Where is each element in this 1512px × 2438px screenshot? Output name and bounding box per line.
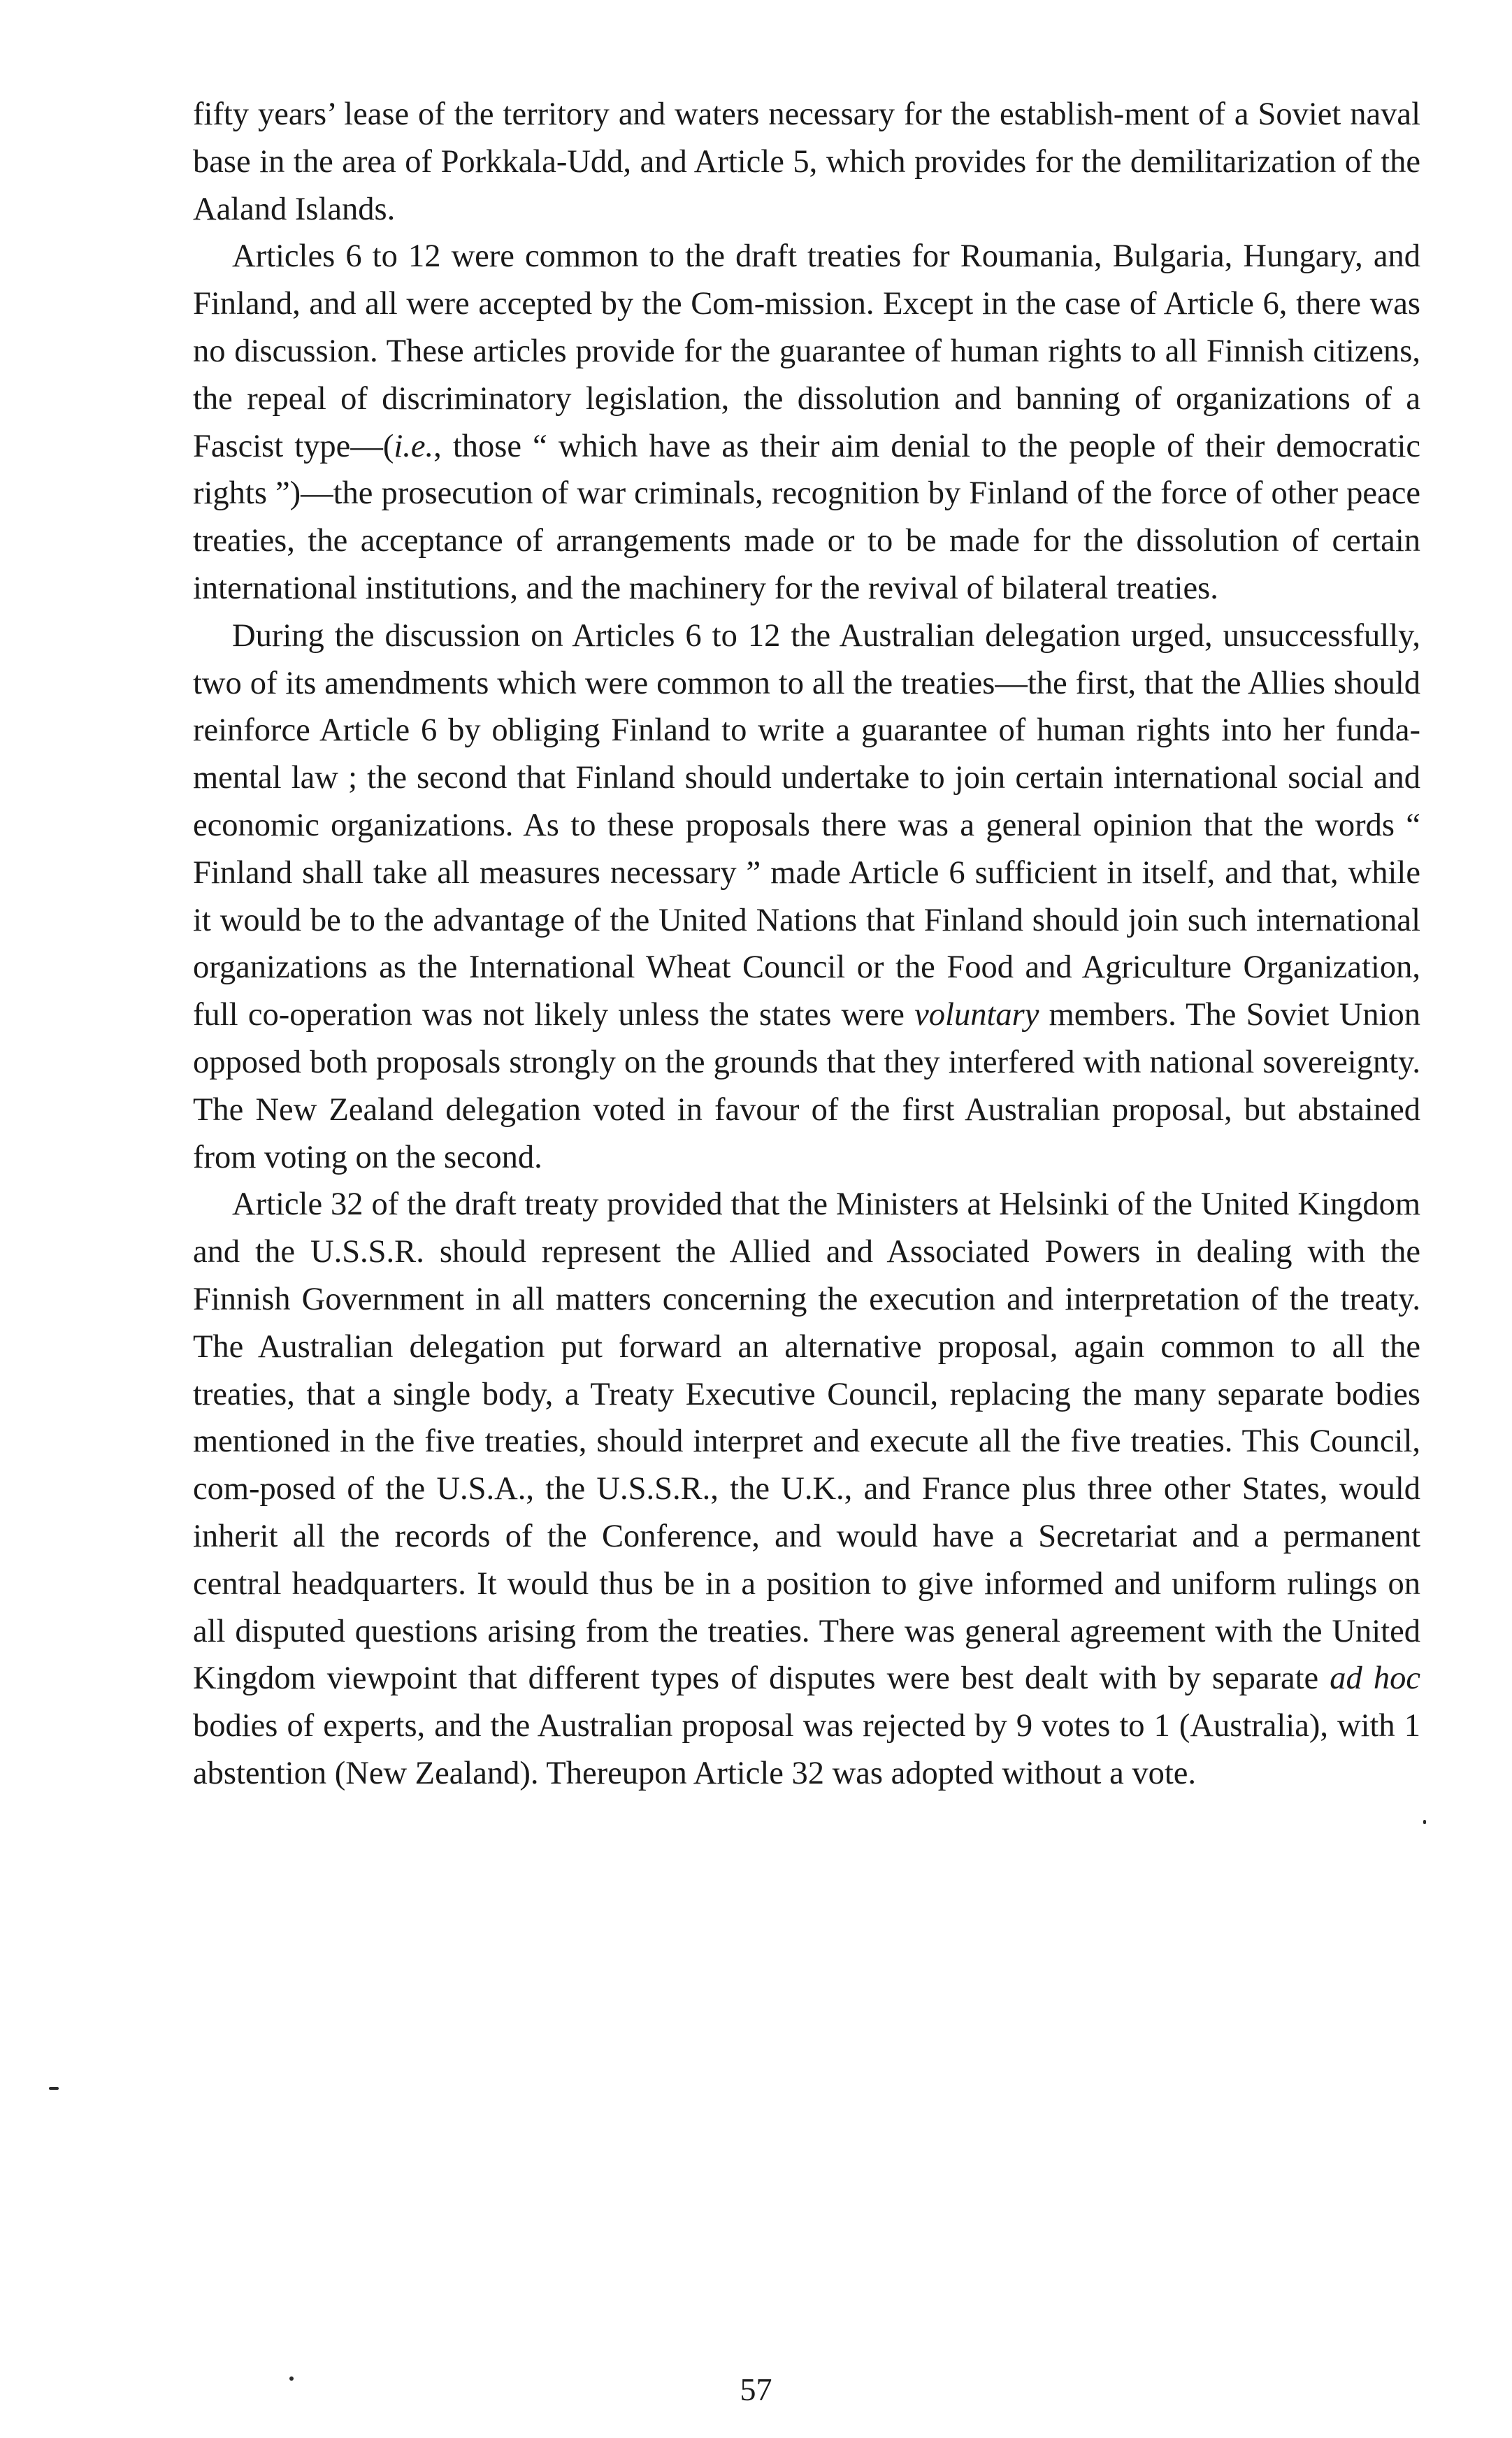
scan-mark-left [49, 2087, 59, 2090]
paragraph-2-run-3: , those “ which have as their aim denial to the people of their democratic rights ”)—the prosecution of war criminals, recognition by Finland of the force of other peace treaties, the acceptance of arrangements made or to be made for the dissolution of certain international institutions, and the machinery for the revival of bilateral treaties. [193, 428, 1420, 606]
page-number: 57 [740, 2372, 772, 2407]
paragraph-4-run-1: Article 32 of the draft treaty provided that the Ministers at Helsinki of the United Kingdom and the U.S.S.R. should represent the Allied and Associated Powers in dealing with the Finnish Government in all matters concerning the execution and interpretation of the treaty. The Australian delegation put forward an alternative proposal, again common to all the treaties, that a single body, a Treaty Executive Council, replacing the many separate bodies mentioned in the five treaties, should interpret and execute all the five treaties. This Council, com-posed of the U.S.A., the U.S.S.R., the U.K., and France plus three other States, would inherit all the records of the Conference, and would have a Secretariat and a permanent central headquarters. It would thus be in a position to give informed and uniform rulings on all disputed questions arising from the treaties. There was general agreement with the United Kingdom viewpoint that different types of disputes were best dealt with by separate [193, 1186, 1420, 1697]
paragraph-3 [193, 612, 1420, 1182]
paragraph-2 [193, 233, 1420, 612]
paragraph-2-italic-ie: i.e. [394, 428, 434, 464]
scan-mark-right [1423, 1820, 1426, 1824]
paragraph-1-run-1: fifty years’ lease of the territory and waters necessary for the establish-ment of a Soviet naval base in the area of Porkkala-Udd, and Article 5, which provides for the demilitarization of the Aaland Islands. [193, 96, 1420, 227]
paragraph-2-run-1: Articles 6 to 12 were common to the draft treaties for Roumania, Bulgaria, Hungary, and Finland, and all were accepted by the Com-mission. Except in the case of Article 6, there was no discussion. These articles provide for the guarantee of human rights to all Finnish citizens, the repeal of discriminatory legislation, the dissolution and banning of organizations of a Fascist type—( [193, 238, 1420, 464]
paragraph-4-italic-ad-hoc: ad hoc [1330, 1661, 1420, 1697]
paragraph-4-run-3: bodies of experts, and the Australian proposal was rejected by 9 votes to 1 (Australia), with 1 abstention (New Zealand). Thereupon Article 32 was adopted without a vote. [193, 1708, 1420, 1791]
page-body [193, 91, 1420, 1798]
paragraph-1 [193, 91, 1420, 233]
scan-mark-bottom [289, 2376, 294, 2381]
paragraph-3-run-1: During the discussion on Articles 6 to 12 the Australian delegation urged, unsuccessfully, two of its amendments which were common to all the treaties—the first, that the Allies should reinforce Article 6 by obliging Finland to write a guarantee of human rights into her funda-mental law ; the second that Finland should undertake to join certain international social and economic organizations. As to these proposals there was a general opinion that the words “ Finland shall take all measures necessary ” made Article 6 sufficient in itself, and that, while it would be to the advantage of the United Nations that Finland should join such international organizations as the International Wheat Council or the Food and Agriculture Organization, full co-operation was not likely unless the states were [193, 617, 1420, 1033]
paragraph-3-italic-voluntary: voluntary [914, 997, 1039, 1033]
paragraph-4 [193, 1181, 1420, 1797]
paragraph-3-run-3: members. The Soviet Union opposed both proposals strongly on the grounds that they interfered with national sovereignty. The New Zealand delegation voted in favour of the first Australian proposal, but abstained from voting on the second. [193, 997, 1420, 1175]
